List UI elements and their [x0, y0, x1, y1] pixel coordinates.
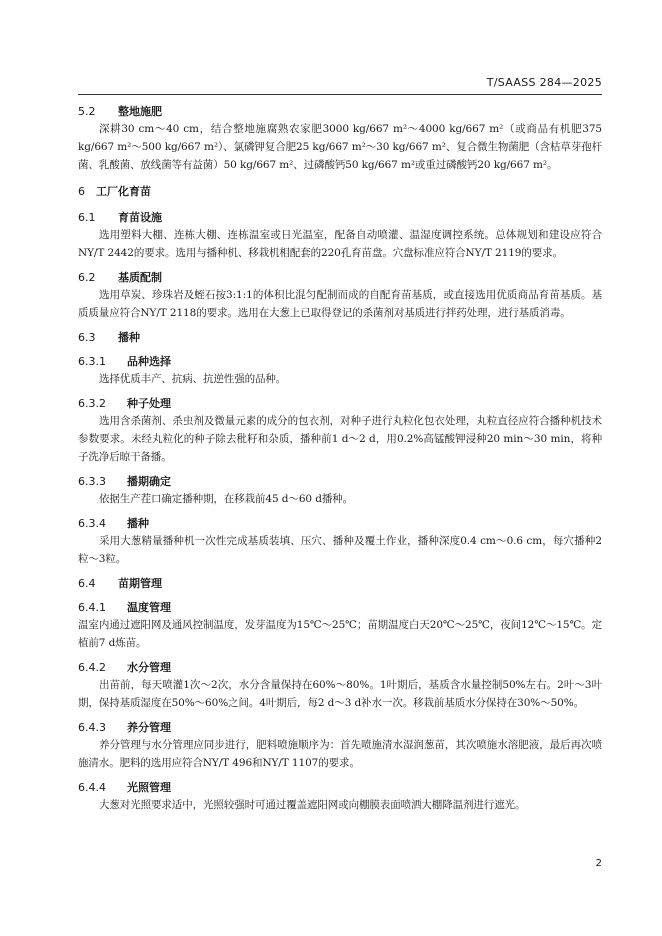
section-number: 6.3.4 [78, 517, 106, 530]
section-heading-6-3-1 [78, 354, 602, 370]
section-heading-6-4-2 [78, 660, 602, 676]
section-paragraph: 选择优质丰产、抗病、抗逆性强的品种。 [99, 373, 287, 385]
section-paragraph: 温室内通过遮阳网及通风控制温度，发芽温度为15℃～25℃；苗期温度白天20℃～25℃，夜间12℃～15℃。定植前7 d炼苗。 [78, 619, 602, 649]
section-number: 6.3.3 [78, 475, 106, 488]
section-title: 种子处理 [127, 397, 171, 410]
section-title: 播期确定 [127, 475, 171, 488]
section-number: 5.2 [78, 105, 96, 118]
section-title: 工厂化育苗 [96, 185, 151, 198]
section-title: 水分管理 [127, 661, 171, 674]
section-heading-6-2 [78, 270, 602, 286]
section-heading-6-3 [78, 330, 602, 346]
section-paragraph: 采用大葱精量播种机一次性完成基质装填、压穴、播种及覆土作业，播种深度0.4 cm～0.6 cm，每穴播种2粒～3粒。 [78, 535, 602, 565]
section-title: 育苗设施 [118, 211, 162, 224]
page-number: 2 [595, 858, 602, 869]
section-heading-6-3-3 [78, 474, 602, 490]
section-title: 养分管理 [127, 721, 171, 734]
section-paragraph: 依据生产茬口确定播种期，在移栽前45 d～60 d播种。 [99, 493, 354, 505]
section-number: 6.4 [78, 577, 96, 590]
section-number: 6.4.4 [78, 781, 106, 794]
section-title: 播种 [118, 331, 140, 344]
document-code: T/SAASS 284—2025 [486, 76, 602, 89]
section-heading-6-4-4 [78, 780, 602, 796]
section-paragraph: 养分管理与水分管理应同步进行，肥料喷施顺序为：首先喷施清水湿润葱苗，其次喷施水溶肥液，最后再次喷施清水。肥料的选用应符合NY/T 496和NY/T 1107的要求。 [78, 739, 602, 769]
section-paragraph: 选用含杀菌剂、杀虫剂及微量元素的成分的包衣剂，对种子进行丸粒化包衣处理，丸粒直径应符合播种机技术参数要求。未经丸粒化的种子除去秕籽和杂质，播种前1 d～2 d，用0.2%高锰酸钾浸种20 min～30 min，将种子洗净后晾干备播。 [78, 415, 602, 463]
section-number: 6.3 [78, 331, 96, 344]
section-title: 苗期管理 [118, 577, 162, 590]
header-rule [78, 94, 602, 95]
section-title: 光照管理 [127, 781, 171, 794]
section-title: 整地施肥 [118, 105, 162, 118]
section-number: 6.4.2 [78, 661, 106, 674]
section-paragraph: 选用草炭、珍珠岩及蛭石按3:1:1的体积比混匀配制而成的自配育苗基质，或直接选用优质商品育苗基质。基质质量应符合NY/T 2118的要求。选用在大葱上已取得登记的杀菌剂对基质进行拌药处理，进行基质消毒。 [78, 289, 602, 319]
section-heading-6-1 [78, 210, 602, 226]
section-number: 6.4.1 [78, 601, 106, 614]
section-number: 6 [78, 185, 85, 198]
section-title: 品种选择 [127, 355, 171, 368]
section-number: 6.3.2 [78, 397, 106, 410]
section-paragraph: 选用塑料大棚、连栋大棚、连栋温室或日光温室，配备自动喷灌、温湿度调控系统。总体规划和建设应符合NY/T 2442的要求。选用与播种机、移栽机相配套的220孔育苗盘。穴盘标准应符合NY/T 2119的要求。 [78, 229, 602, 259]
section-title: 温度管理 [127, 601, 171, 614]
section-heading-6-3-2 [78, 396, 602, 412]
section-heading-6-4-3 [78, 720, 602, 736]
section-paragraph: 深耕30 cm～40 cm，结合整地施腐熟农家肥3000 kg/667 m²～4000 kg/667 m²（或商品有机肥375 kg/667 m²～500 kg/667 m²）、氯磷钾复合肥25 kg/667 m²～30 kg/667 m²、复合微生物菌肥（含枯草芽孢杆菌、乳酸菌、放线菌等有益菌）50 kg/667 m²、过磷酸钙50 kg/667 m²或重过磷酸钙20 kg/667 m²。 [78, 123, 602, 171]
section-heading-6 [78, 184, 602, 200]
section-number: 6.3.1 [78, 355, 106, 368]
section-heading-6-4 [78, 576, 602, 592]
section-heading-5-2 [78, 104, 602, 120]
page-content [78, 104, 602, 814]
section-heading-6-3-4 [78, 516, 602, 532]
section-title: 基质配制 [118, 271, 162, 284]
section-heading-6-4-1 [78, 600, 602, 616]
section-number: 6.1 [78, 211, 96, 224]
section-number: 6.4.3 [78, 721, 106, 734]
section-paragraph: 出苗前，每天喷灌1次～2次，水分含量保持在60%～80%。1叶期后，基质含水量控制50%左右。2叶～3叶期，保持基质湿度在50%～60%之间。4叶期后，每2 d～3 d补水一次。移栽前基质水分保持在30%～50%。 [78, 679, 602, 709]
section-number: 6.2 [78, 271, 96, 284]
section-title: 播种 [127, 517, 149, 530]
section-paragraph: 大葱对光照要求适中，光照较强时可通过覆盖遮阳网或向棚膜表面喷洒大棚降温剂进行遮光。 [99, 799, 526, 811]
